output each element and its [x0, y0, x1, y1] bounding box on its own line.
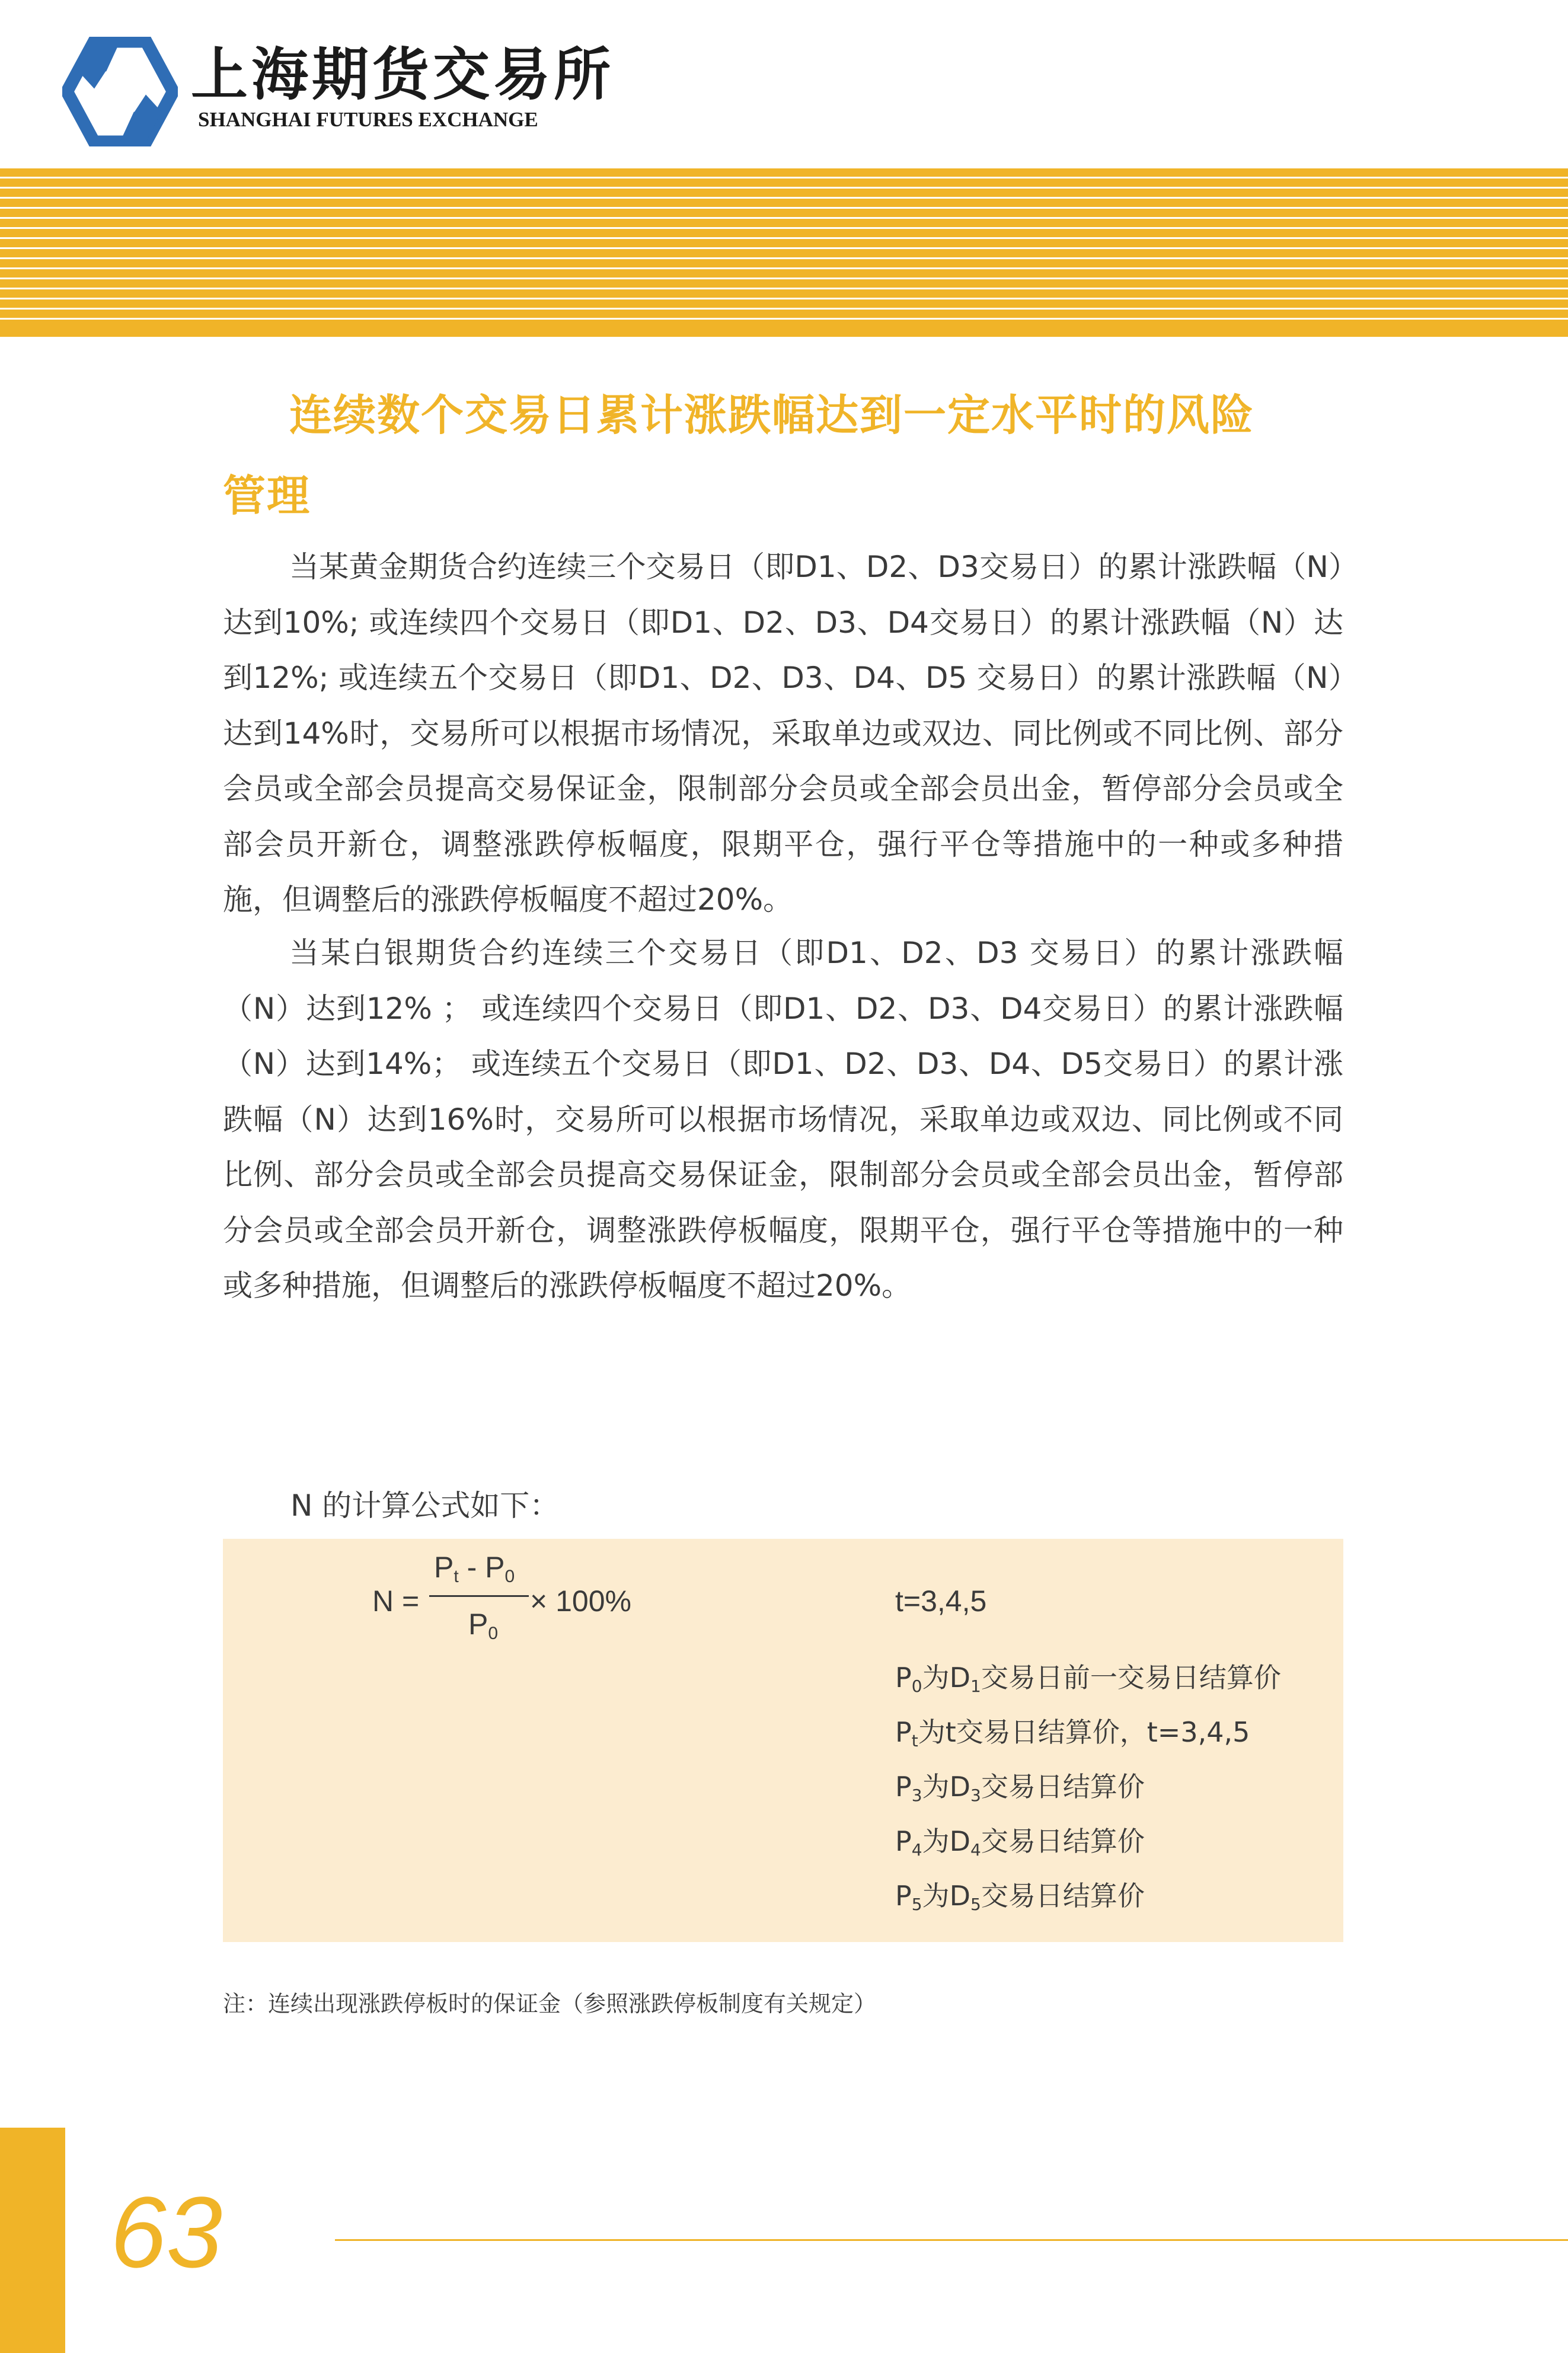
formula-definition: $P_t$为t交易日结算价，t=3,4,5 [895, 1716, 1250, 1751]
formula-definition: $P_0$为$D_1$交易日前一交易日结算价 [895, 1662, 1281, 1696]
decorative-band-base [0, 320, 1568, 337]
sfe-logo-icon [62, 37, 178, 146]
formula-den-p: P [468, 1608, 488, 1641]
formula-num-sub-t: t [454, 1567, 459, 1586]
formula-denominator [468, 1609, 498, 1643]
footer-accent-block [0, 2128, 65, 2353]
formula-t-values: t=3,4,5 [895, 1584, 987, 1618]
formula-num-minus: - P [458, 1551, 505, 1584]
logo-chinese-name: 上海期货交易所 [191, 41, 614, 108]
paragraph-silver: 当某白银期货合约连续三个交易日（即D1、D2、D3 交易日）的累计涨跌幅（N）达到12% ； 或连续四个交易日（即D1、D2、D3、D4交易日）的累计涨跌幅（N）达到14%； 或连续五个交易日（即D1、D2、D3、D4、D5交易日）的累计涨跌幅（N）达到16%时，交易所可以根据市场情况，采取单边或双边、同比例或不同比例、部分会员或全部会员提高交易保证金，限制部分会员或全部会员出金，暂停部分会员或全部会员开新仓，调整涨跌停板幅度，限期平仓，强行平仓等措施中的一种或多种措施，但调整后的涨跌停板幅度不超过20%。 [223, 936, 1343, 1303]
formula-fraction-bar [429, 1595, 529, 1597]
formula-definition: $P_3$为$D_3$交易日结算价 [895, 1771, 1145, 1805]
formula-den-sub-0: 0 [488, 1624, 499, 1643]
formula-definition: $P_5$为$D_5$交易日结算价 [895, 1880, 1145, 1914]
formula-lhs: N = [372, 1584, 420, 1618]
footnote: 注：连续出现涨跌停板时的保证金（参照涨跌停板制度有关规定） [223, 1991, 877, 2017]
formula-intro: N 的计算公式如下： [290, 1488, 560, 1523]
section-title-line-2: 管理 [223, 471, 311, 521]
footer-rule [335, 2239, 1568, 2241]
paragraph-gold: 当某黄金期货合约连续三个交易日（即D1、D2、D3交易日）的累计涨跌幅（N）达到10%; 或连续四个交易日（即D1、D2、D3、D4交易日）的累计涨跌幅（N）达到12%; 或连续五个交易日（即D1、D2、D3、D4、D5 交易日）的累计涨跌幅（N）达到14%时，交易所可以根据市场情况，采取单边或双边、同比例或不同比例、部分会员或全部会员提高交易保证金，限制部分会员或全部会员出金，暂停部分会员或全部会员开新仓，调整涨跌停板幅度，限期平仓，强行平仓等措施中的一种或多种措施，但调整后的涨跌停板幅度不超过20%。 [223, 550, 1343, 917]
decorative-striped-band [0, 168, 1568, 337]
page-number: 63 [110, 2176, 223, 2289]
formula-numerator [434, 1552, 515, 1586]
formula-num-sub-0: 0 [504, 1567, 515, 1586]
section-title-line-1: 连续数个交易日累计涨跌幅达到一定水平时的风险 [289, 390, 1255, 440]
logo-english-name: SHANGHAI FUTURES EXCHANGE [198, 108, 538, 131]
formula-num-p: P [434, 1551, 454, 1584]
formula-definition: $P_4$为$D_4$交易日结算价 [895, 1825, 1145, 1860]
formula-multiplier: × 100% [530, 1584, 631, 1618]
